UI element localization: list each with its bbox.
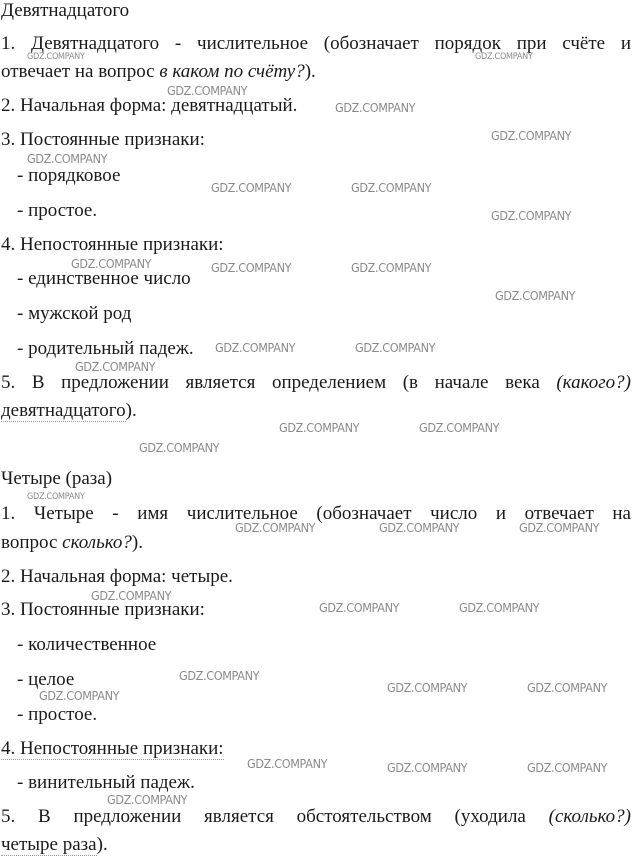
watermark: GDZ.COMPANY [91,588,172,603]
s2-paragraph-5-line-2: четыре раза). [1,834,108,855]
watermark: GDZ.COMPANY [379,520,460,535]
s1-paragraph-5-line-1: 5. В предложении является определением (в начале века (какого?) [1,372,631,393]
watermark: GDZ.COMPANY [235,520,316,535]
watermark: GDZ.COMPANY [459,600,540,615]
watermark: GDZ.COMPANY [27,151,108,166]
watermark: GDZ.COMPANY [351,180,432,195]
watermark: GDZ.COMPANY [211,180,292,195]
watermark: GDZ.COMPANY [491,128,572,143]
s2-p3-item-2: - целое [17,669,75,690]
watermark: GDZ.COMPANY [419,420,500,435]
watermark: GDZ.COMPANY [475,52,533,62]
s2-p3-item-3: - простое. [17,704,98,725]
watermark: GDZ.COMPANY [167,83,248,98]
s2-paragraph-1-line-2: вопрос сколько?). [1,532,143,553]
watermark: GDZ.COMPANY [335,100,416,115]
s1-p4-item-2: - мужской род [17,303,132,324]
s1-paragraph-5-line-2: девятнадцатого). [1,400,137,421]
s1-paragraph-4: 4. Непостоянные признаки: [1,234,224,255]
s1-p4-item-1: - единственное число [17,268,191,289]
watermark: GDZ.COMPANY [387,760,468,775]
s1-paragraph-1-line-1: 1. Девятнадцатого - числительное (обозначает порядок при счёте и [1,33,631,54]
watermark: GDZ.COMPANY [351,260,432,275]
watermark: GDZ.COMPANY [211,260,292,275]
watermark: GDZ.COMPANY [527,760,608,775]
s2-paragraph-5-line-1: 5. В предложении является обстоятельством (уходила (сколько?) [1,806,631,827]
watermark: GDZ.COMPANY [527,680,608,695]
watermark: GDZ.COMPANY [107,792,188,807]
watermark: GDZ.COMPANY [355,340,436,355]
s2-paragraph-4: 4. Непостоянные признаки: [1,738,224,759]
watermark: GDZ.COMPANY [27,492,85,502]
watermark: GDZ.COMPANY [39,688,120,703]
s1-paragraph-1-line-2: отвечает на вопрос в каком по счёту?). [1,61,316,82]
watermark: GDZ.COMPANY [491,208,572,223]
s2-paragraph-3: 3. Постоянные признаки: [1,599,205,620]
s2-p4-item-1: - винительный падеж. [17,772,195,793]
watermark: GDZ.COMPANY [27,52,85,62]
s1-question-italic: в каком по счёту? [159,61,305,82]
s2-p3-item-1: - количественное [17,634,157,655]
watermark: GDZ.COMPANY [319,600,400,615]
watermark: GDZ.COMPANY [179,668,260,683]
s1-paragraph-2: 2. Начальная форма: девятнадцатый. [1,95,298,116]
s1-p3-item-1: - порядковое [17,165,121,186]
watermark: GDZ.COMPANY [495,288,576,303]
watermark: GDZ.COMPANY [279,420,360,435]
s1-p4-item-3: - родительный падеж. [17,338,194,359]
section-title-1: Девятнадцатого [1,0,130,21]
watermark: GDZ.COMPANY [215,340,296,355]
watermark: GDZ.COMPANY [75,359,156,374]
s2-paragraph-1-line-1: 1. Четыре - имя числительное (обозначает число и отвечает на [1,503,631,524]
watermark: GDZ.COMPANY [387,680,468,695]
s1-paragraph-3: 3. Постоянные признаки: [1,129,205,150]
s1-p3-item-2: - простое. [17,200,98,221]
watermark: GDZ.COMPANY [519,520,600,535]
watermark: GDZ.COMPANY [71,256,152,271]
watermark: GDZ.COMPANY [139,440,220,455]
s2-paragraph-2: 2. Начальная форма: четыре. [1,566,233,587]
watermark: GDZ.COMPANY [247,756,328,771]
section-title-2: Четыре (раза) [1,468,113,489]
